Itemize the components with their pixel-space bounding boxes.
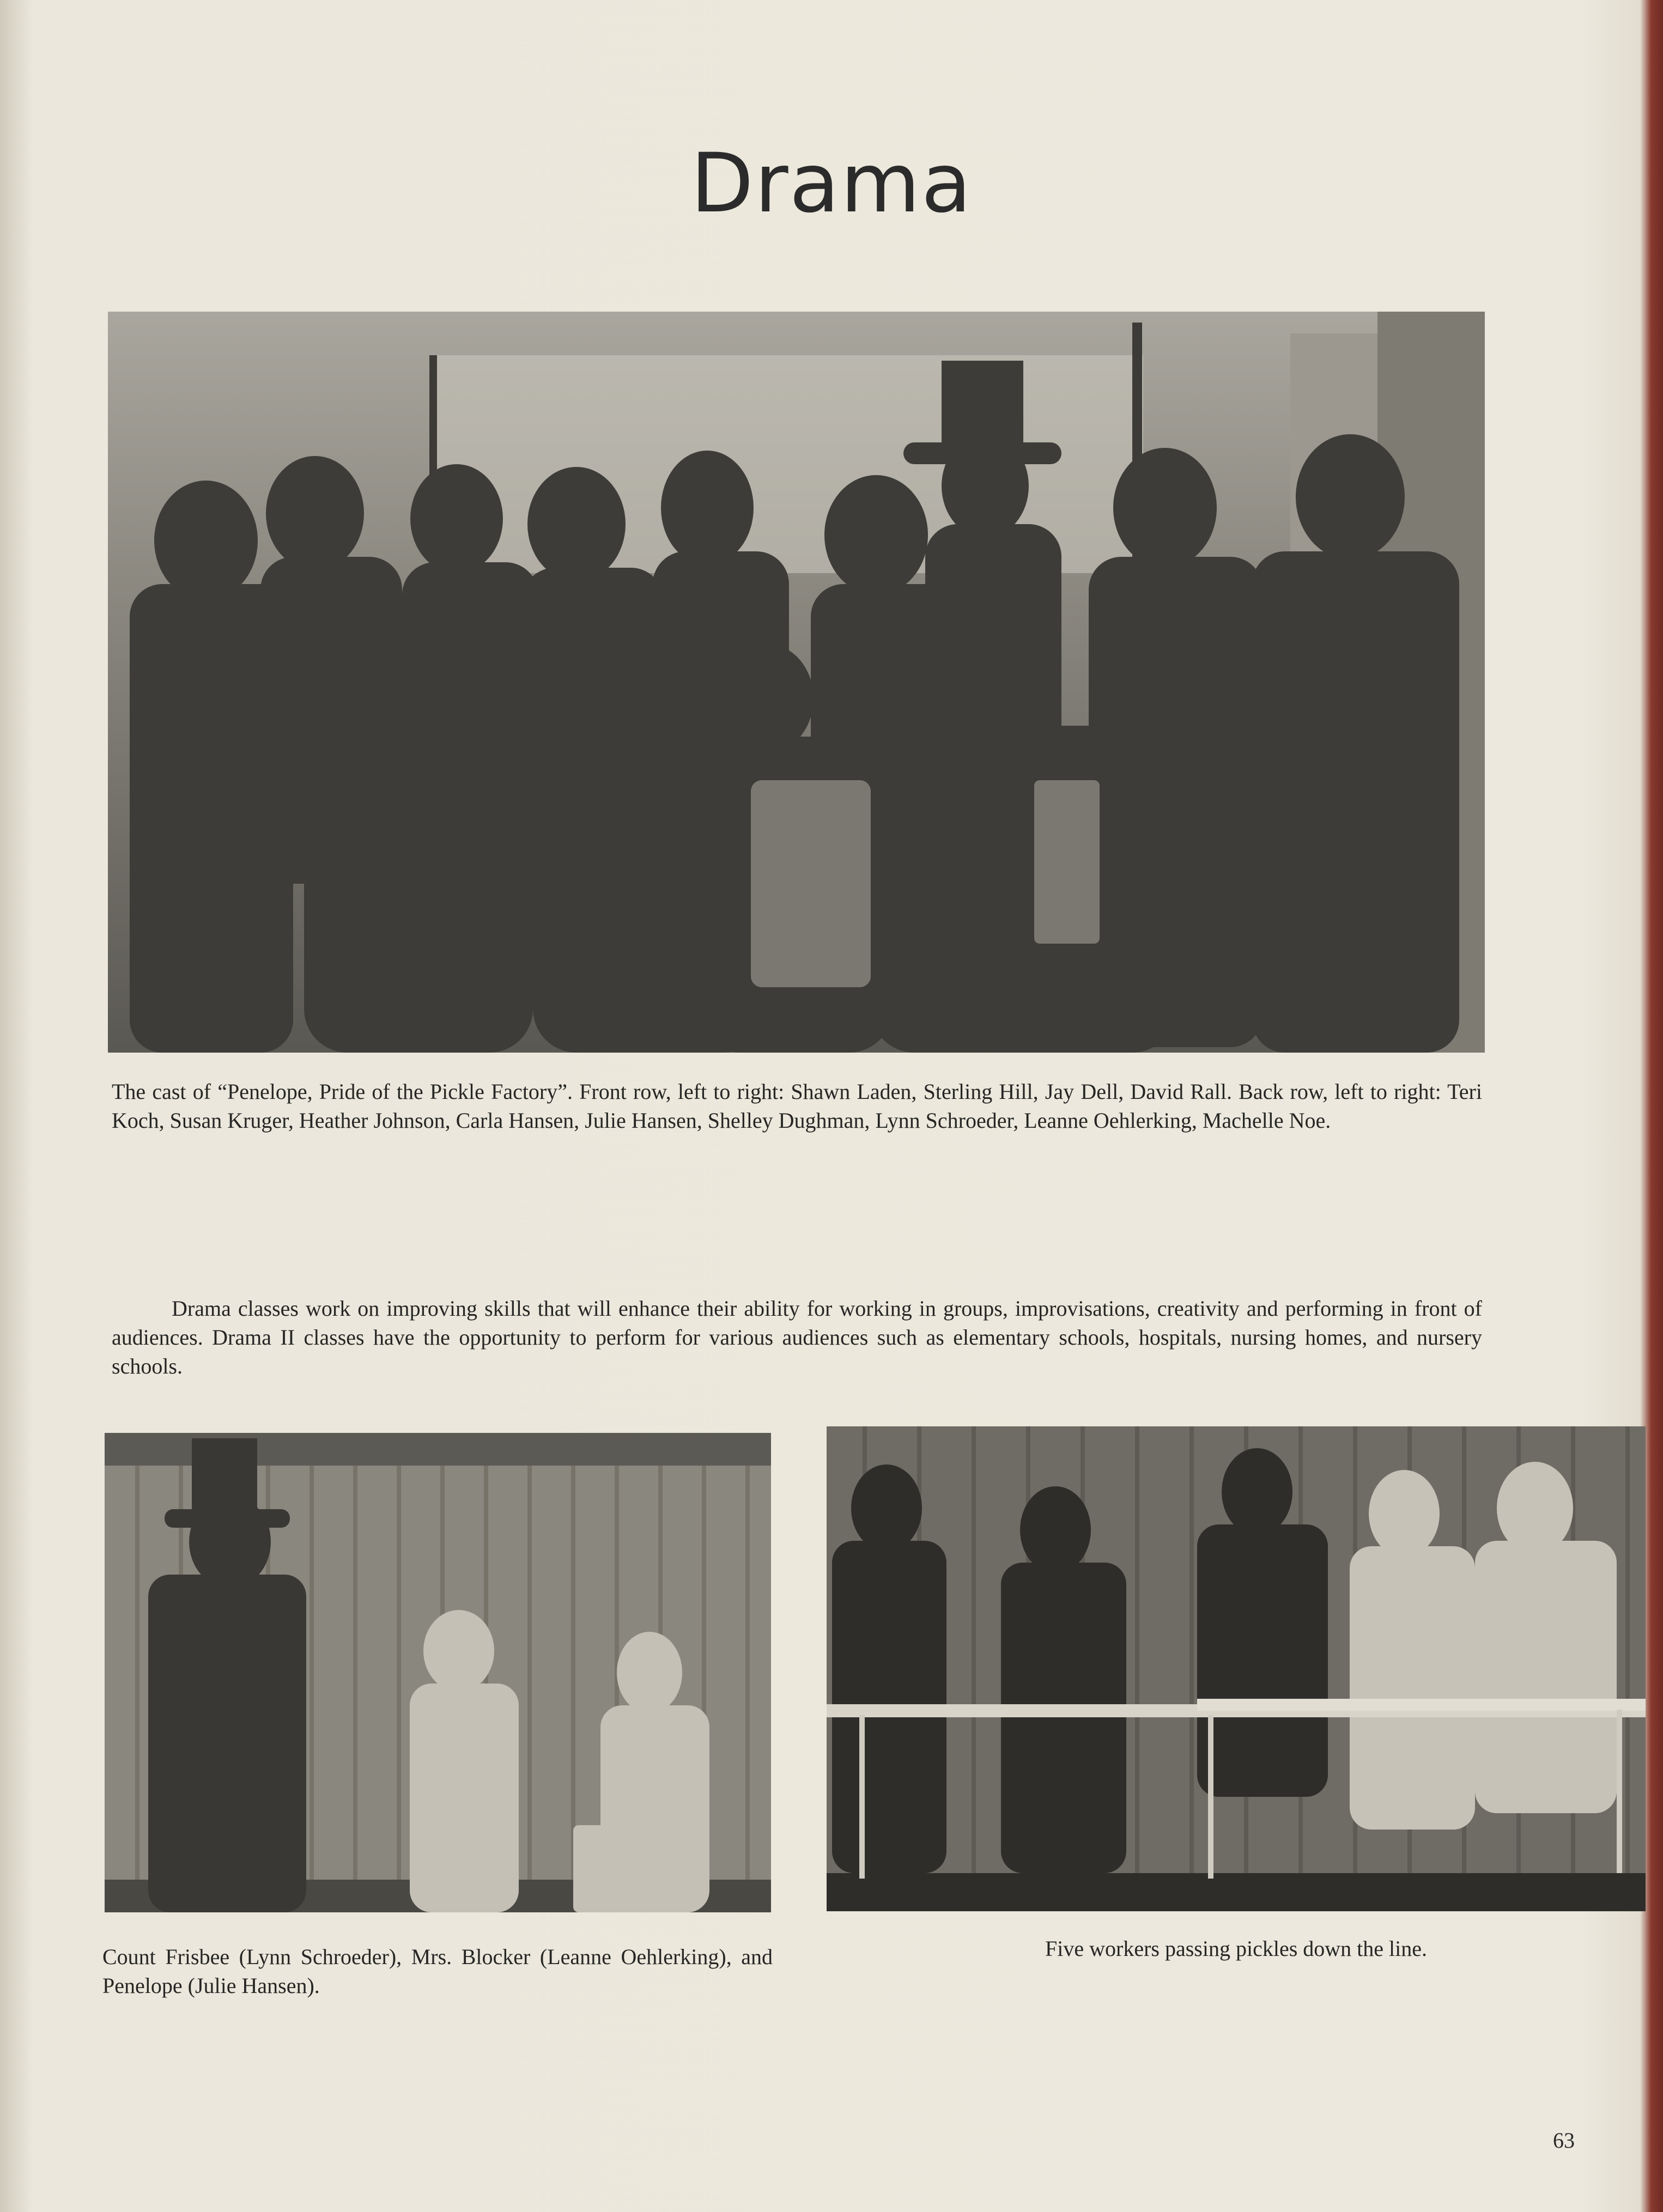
page-number: 63 <box>1553 2128 1575 2153</box>
cast-group-photo <box>108 312 1485 1053</box>
count-frisbee-photo <box>105 1433 771 1912</box>
cast-photo-caption: The cast of “Penelope, Pride of the Pickle Factory”. Front row, left to right: Shawn Laden, Sterling Hill, Jay Dell, David Rall. Back row, left to right: Teri Koch, Susan Kruger, Heather Johnson, Carla Hansen, Julie Hansen, Shelley Dughman, Lynn Schroeder, Leanne Oehlerking, Machelle Noe. <box>112 1079 1482 1133</box>
drama-description: Drama classes work on improving skills that will enhance their ability for working in groups, improvisations, creativity and performing in front of audiences. Drama II classes have the opportunity to perform for various audiences such as elementary schools, hospitals, nursing homes, and nursery schools. <box>112 1296 1482 1378</box>
pickle-line-photo <box>827 1426 1646 1911</box>
count-frisbee-caption: Count Frisbee (Lynn Schroeder), Mrs. Blocker (Leanne Oehlerking), and Penelope (Julie Hansen). <box>102 1944 773 1998</box>
pickle-line-caption: Five workers passing pickles down the line. <box>1045 1936 1427 1961</box>
page-title: Drama <box>690 136 973 231</box>
